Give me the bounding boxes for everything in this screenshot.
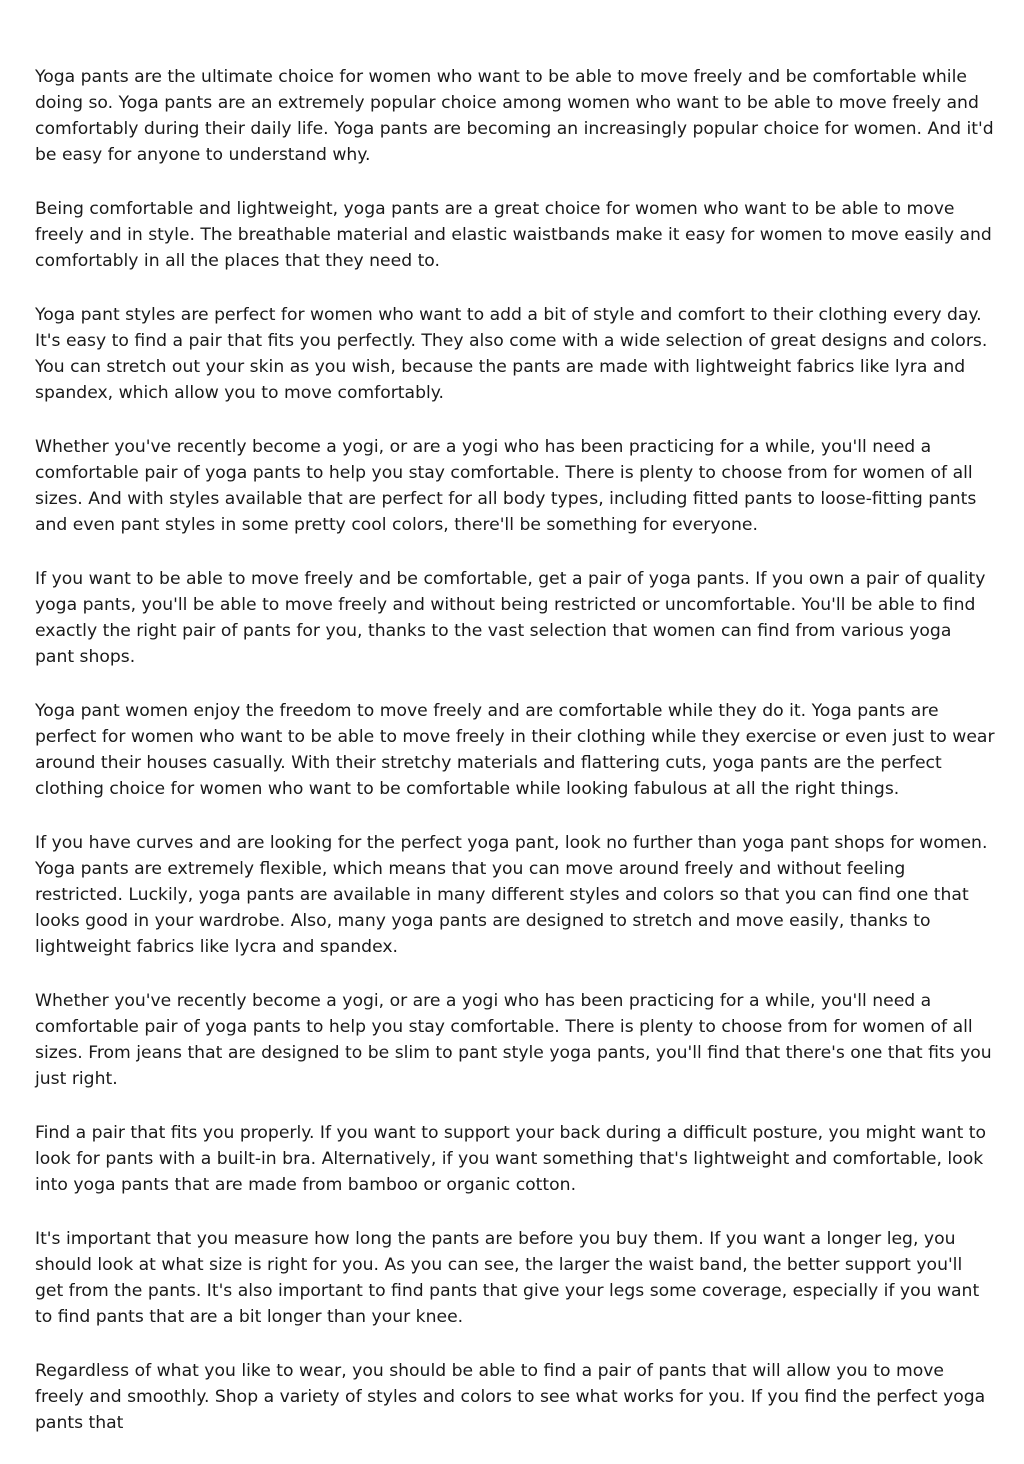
paragraph-3: Yoga pant styles are perfect for women who want to add a bit of style and comfort to their clothing every day. It's easy to find a pair that fits you perfectly. They also come with a wide selection of great designs and colors. You can stretch out your skin as you wish, because the pants are made with lightweight fabrics like lyra and spandex, which allow you to move comfortably. bbox=[35, 305, 988, 403]
document-body bbox=[35, 64, 995, 1464]
paragraph-5: If you want to be able to move freely and be comfortable, get a pair of yoga pants. If you own a pair of quality yoga pants, you'll be able to move freely and without being restricted or uncomfortable. You'll be able to find exactly the right pair of pants for you, thanks to the vast selection that women can find from various yoga pant shops. bbox=[35, 569, 986, 667]
paragraph-10: It's important that you measure how long the pants are before you buy them. If you want a longer leg, you should look at what size is right for you. As you can see, the larger the waist band, the better support you'll get from the pants. It's also important to find pants that give your legs some coverage, especially if you want to find pants that are a bit longer than your knee. bbox=[35, 1229, 980, 1327]
paragraph-1: Yoga pants are the ultimate choice for women who want to be able to move freely and be comfortable while doing so. Yoga pants are an extremely popular choice among women who want to be able to move freely and comfortably during their daily life. Yoga pants are becoming an increasingly popular choice for women. And it'd be easy for anyone to understand why. bbox=[35, 67, 994, 165]
paragraph-7: If you have curves and are looking for the perfect yoga pant, look no further than yoga pant shops for women. Yoga pants are extremely flexible, which means that you can move around freely and without feeling restricted. Luckily, yoga pants are available in many different styles and colors so that you can find one that looks good in your wardrobe. Also, many yoga pants are designed to stretch and move easily, thanks to lightweight fabrics like lycra and spandex. bbox=[35, 833, 988, 957]
paragraph-4: Whether you've recently become a yogi, or are a yogi who has been practicing for a while, you'll need a comfortable pair of yoga pants to help you stay comfortable. There is plenty to choose from for women of all sizes. And with styles available that are perfect for all body types, including fitted pants to loose-fitting pants and even pant styles in some pretty cool colors, there'll be something for everyone. bbox=[35, 437, 977, 535]
paragraph-11: Regardless of what you like to wear, you should be able to find a pair of pants that will allow you to move freely and smoothly. Shop a variety of styles and colors to see what works for you. If you find the perfect yoga pants that bbox=[35, 1361, 986, 1433]
paragraph-6: Yoga pant women enjoy the freedom to move freely and are comfortable while they do it. Yoga pants are perfect for women who want to be able to move freely in their clothing while they exercise or even just to wear around their houses casually. With their stretchy materials and flattering cuts, yoga pants are the perfect clothing choice for women who want to be comfortable while looking fabulous at all the right things. bbox=[35, 701, 995, 799]
paragraph-2: Being comfortable and lightweight, yoga pants are a great choice for women who want to be able to move freely and in style. The breathable material and elastic waistbands make it easy for women to move easily and comfortably in all the places that they need to. bbox=[35, 199, 992, 271]
paragraph-9: Find a pair that fits you properly. If you want to support your back during a difficult posture, you might want to look for pants with a built-in bra. Alternatively, if you want something that's lightweight and comfortable, look into yoga pants that are made from bamboo or organic cotton. bbox=[35, 1123, 987, 1195]
paragraph-8: Whether you've recently become a yogi, or are a yogi who has been practicing for a while, you'll need a comfortable pair of yoga pants to help you stay comfortable. There is plenty to choose from for women of all sizes. From jeans that are designed to be slim to pant style yoga pants, you'll find that there's one that fits you just right. bbox=[35, 991, 992, 1089]
